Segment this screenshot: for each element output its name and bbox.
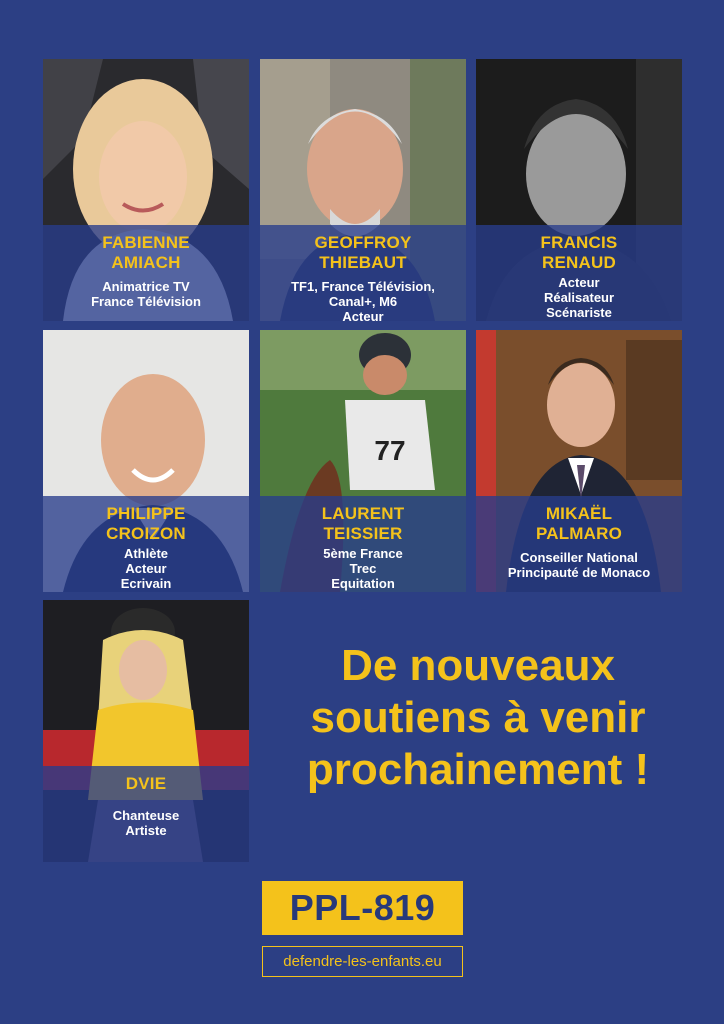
supporter-card-mikael-palmaro — [476, 330, 682, 592]
supporter-name: MIKAËL PALMARO — [535, 504, 623, 543]
supporter-name: FRANCIS RENAUD — [540, 233, 618, 272]
supporter-roles: Chanteuse Artiste — [112, 808, 180, 838]
supporter-caption — [43, 766, 249, 862]
supporter-card-dvie — [43, 600, 249, 862]
supporter-caption — [43, 225, 249, 321]
supporter-caption — [260, 225, 466, 321]
supporter-caption — [43, 496, 249, 592]
supporter-name: DVIE — [125, 774, 167, 793]
supporter-card-francis-renaud — [476, 59, 682, 321]
supporter-name: GEOFFROY THIEBAUT — [314, 233, 412, 272]
supporter-caption — [476, 496, 682, 592]
supporter-card-philippe-croizon — [43, 330, 249, 592]
supporter-roles: Acteur Réalisateur Scénariste — [543, 275, 615, 320]
supporter-roles: 5ème France Trec Equitation — [323, 546, 403, 591]
supporter-roles: Animatrice TV France Télévision — [91, 279, 201, 309]
supporter-roles: Athlète Acteur Ecrivain — [120, 546, 172, 591]
supporter-roles: TF1, France Télévision, Canal+, M6 Acteur — [291, 279, 435, 321]
supporter-card-laurent-teissier — [260, 330, 466, 592]
bib-number: 77 — [374, 435, 406, 466]
ppl-badge: PPL-819 — [262, 881, 463, 935]
supporter-card-fabienne-amiach — [43, 59, 249, 321]
supporter-name: LAURENT TEISSIER — [321, 504, 405, 543]
supporter-name: PHILIPPE CROIZON — [106, 504, 186, 543]
supporter-caption — [260, 496, 466, 592]
website-link[interactable]: defendre-les-enfants.eu — [262, 946, 463, 977]
supporter-roles: Conseiller National Principauté de Monaco — [507, 550, 651, 580]
supporter-name: FABIENNE AMIACH — [102, 233, 190, 272]
supporter-card-geoffroy-thiebaut — [260, 59, 466, 321]
supporter-caption — [476, 225, 682, 321]
announcement-headline: De nouveaux soutiens à venir prochainement ! — [306, 641, 650, 794]
